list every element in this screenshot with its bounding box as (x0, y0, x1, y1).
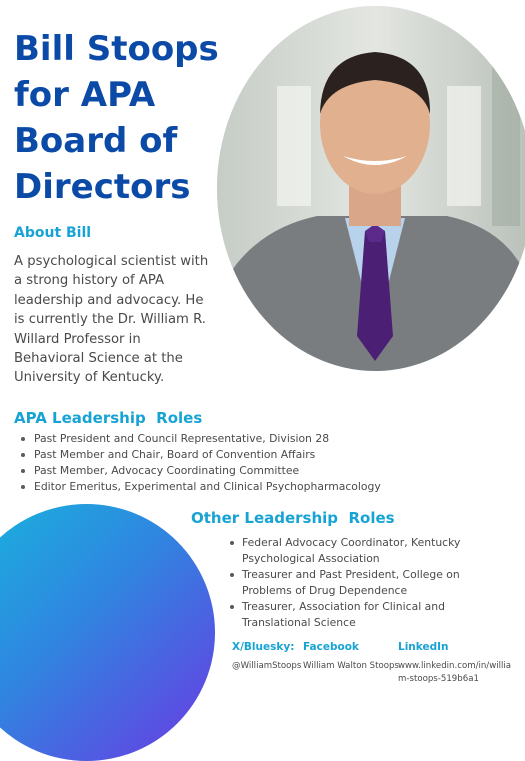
list-item (228, 535, 460, 567)
about-line: University of Kentucky. (14, 370, 165, 386)
headline-line: Directors (14, 167, 191, 207)
about-line: a strong history of APA (14, 273, 165, 289)
headline-line: Board of (14, 121, 178, 161)
linkedin-url-line: m-stoops-519b6a1 (398, 673, 479, 684)
apa-leadership-list (18, 431, 381, 495)
list-item-line: Problems of Drug Dependence (242, 584, 408, 597)
list-item-line: Psychological Association (242, 552, 380, 565)
headline-line: Bill Stoops (14, 29, 219, 69)
linkedin-label: LinkedIn (398, 641, 449, 653)
linkedin-url-line: www.linkedin.com/in/willia (398, 661, 512, 671)
apa-leadership-heading: APA Leadership Roles (14, 409, 203, 427)
facebook-handle[interactable]: William Walton Stoops (303, 661, 399, 671)
list-item-line: Treasurer and Past President, College on (242, 568, 460, 581)
facebook-label: Facebook (303, 641, 359, 653)
other-leadership-heading: Other Leadership Roles (191, 509, 395, 527)
about-line: is currently the Dr. William R. (14, 312, 206, 328)
about-line: A psychological scientist with (14, 254, 209, 269)
headline (14, 26, 219, 210)
facebook-contact (303, 641, 399, 673)
headline-line: for APA (14, 75, 156, 115)
about-line: Behavioral Science at the (14, 351, 183, 367)
list-item-line: Treasurer, Association for Clinical and (242, 600, 445, 613)
x-bluesky-handle[interactable]: @WilliamStoops (232, 661, 302, 671)
list-item: Past Member and Chair, Board of Convention Affairs (18, 447, 381, 463)
portrait-illustration (217, 6, 525, 371)
other-leadership-list (228, 535, 460, 631)
about-line: Willard Professor in (14, 331, 141, 347)
about-line: leadership and advocacy. He (14, 292, 204, 308)
list-item (228, 599, 460, 631)
candidate-photo (217, 6, 525, 371)
list-item (228, 567, 460, 599)
list-item-line: Translational Science (242, 616, 356, 629)
list-item: Past President and Council Representative, Division 28 (18, 431, 381, 447)
linkedin-contact (398, 641, 511, 685)
about-text (14, 252, 226, 388)
list-item: Editor Emeritus, Experimental and Clinical Psychopharmacology (18, 479, 381, 495)
about-heading: About Bill (14, 225, 92, 241)
list-item: Past Member, Advocacy Coordinating Committee (18, 463, 381, 479)
list-item-line: Federal Advocacy Coordinator, Kentucky (242, 536, 461, 549)
gradient-circle-decoration (0, 504, 215, 761)
x-bluesky-contact (232, 641, 301, 673)
linkedin-url[interactable] (398, 660, 511, 685)
x-bluesky-label: X/Bluesky: (232, 641, 295, 653)
